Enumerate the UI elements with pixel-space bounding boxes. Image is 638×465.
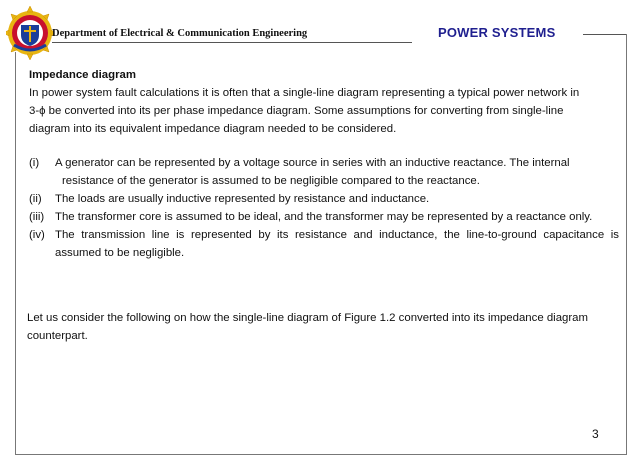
assumption-number: (iii) bbox=[29, 211, 45, 223]
frame-bottom-border bbox=[15, 454, 627, 455]
assumption-item bbox=[29, 190, 619, 208]
department-name: Department of Electrical & Communication Engineering bbox=[52, 28, 308, 39]
intro-line-3: diagram into its equivalent impedance diagram needed to be considered. bbox=[29, 123, 397, 135]
assumption-text-continued: resistance of the generator is assumed to be negligible compared to the reactance. bbox=[62, 175, 480, 187]
page-number: 3 bbox=[592, 427, 599, 441]
intro-line-2: 3-ϕ be converted into its per phase impedance diagram. Some assumptions for converting from single-line bbox=[29, 105, 564, 117]
assumption-list bbox=[29, 154, 619, 262]
assumption-text: The loads are usually inductive represented by resistance and inductance. bbox=[55, 193, 430, 205]
assumption-number: (i) bbox=[29, 157, 40, 169]
assumption-item bbox=[29, 154, 619, 190]
assumption-text: A generator can be represented by a voltage source in series with an inductive reactance. The internal bbox=[55, 157, 570, 169]
assumption-item bbox=[29, 226, 619, 262]
assumption-text: The transformer core is assumed to be ideal, and the transformer may be represented by a reactance only. bbox=[55, 211, 593, 223]
header-rule-right bbox=[583, 34, 627, 35]
intro-line-1: In power system fault calculations it is often that a single-line diagram representing a typical power network in bbox=[29, 87, 580, 99]
assumption-item bbox=[29, 208, 619, 226]
section-heading: Impedance diagram bbox=[29, 69, 136, 81]
closing-paragraph: Let us consider the following on how the single-line diagram of Figure 1.2 converted into its impedance diagram counterpart. bbox=[27, 312, 588, 342]
course-title: POWER SYSTEMS bbox=[438, 25, 556, 40]
header-rule-left bbox=[52, 42, 412, 43]
frame-right-border bbox=[626, 34, 627, 455]
assumption-number: (ii) bbox=[29, 193, 42, 205]
assumption-number: (iv) bbox=[29, 229, 45, 241]
university-crest-icon bbox=[6, 4, 54, 62]
slide-body bbox=[29, 66, 619, 262]
frame-left-border bbox=[15, 52, 16, 455]
assumption-text: The transmission line is represented by its resistance and inductance, the line-to-ground capacitance is assumed to be negligible. bbox=[55, 229, 619, 259]
